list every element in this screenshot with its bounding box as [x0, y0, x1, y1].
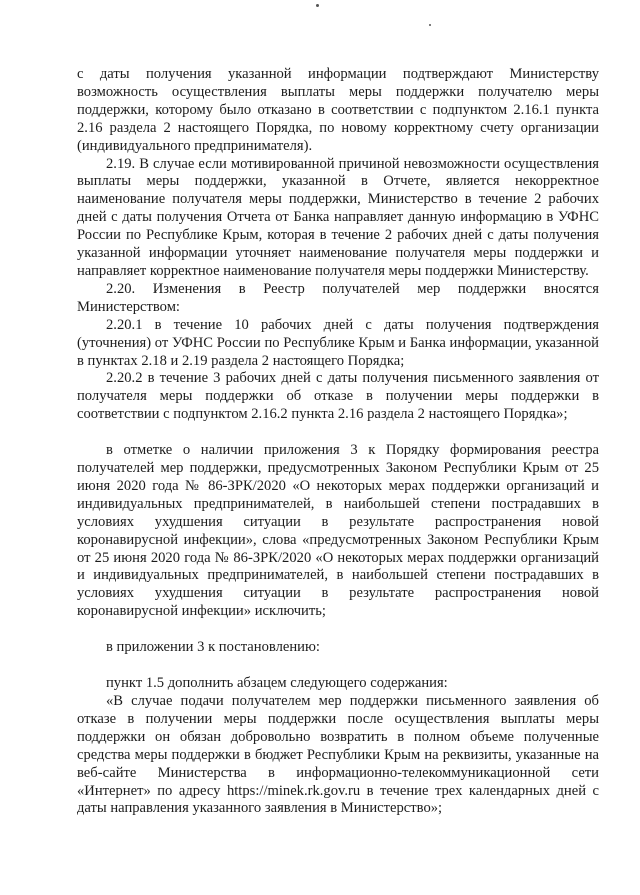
spacer	[77, 424, 599, 442]
paragraph-annex-note: в отметке о наличии приложения 3 к Порядку формирования реестра получателей мер поддержки, предусмотренных Законом Республики Крым от 25 июня 2020 года № 86-ЗРК/2020 «О некоторых мерах поддержки организаций и индивидуальных предпринимателей, в наибольшей степени пострадавших в условиях ухудшения ситуации в результате распространения новой коронавирусной инфекции», слова «предусмотренных Законом Республики Крым от 25 июня 2020 года № 86-ЗРК/2020 «О некоторых мерах поддержки организаций и индивидуальных предпринимателей, в наибольшей степени пострадавших в условиях ухудшения ситуации в результате распространения новой коронавирусной инфекции» исключить;	[77, 442, 599, 620]
paragraph-2-20-2: 2.20.2 в течение 3 рабочих дней с даты получения письменного заявления от получателя меры поддержки об отказе в получении меры поддержки в соответствии с подпунктом 2.16.2 пункта 2.16 раздела 2 настоящего Порядка»;	[77, 370, 599, 423]
paragraph-annex-3: в приложении 3 к постановлению:	[106, 639, 320, 656]
paragraph-2-19: 2.19. В случае если мотивированной причиной невозможности осуществления выплаты меры поддержки, указанной в Отчете, является некорректное наименование получателя меры поддержки, Министерство в течение 2 рабочих дней с даты получения Отчета от Банка направляет данную информацию в УФНС России по Республике Крым, которая в течение 2 рабочих дней с даты получения указанной информации уточняет наименование получателя меры поддержки и направляет корректное наименование получателя меры поддержки Министерству.	[77, 155, 599, 279]
scan-speck	[316, 4, 319, 7]
paragraph-point-1-5: пункт 1.5 дополнить абзацем следующего содержания:	[106, 675, 448, 692]
scan-speck	[429, 24, 431, 26]
spacer	[77, 621, 599, 639]
paragraph-continuation: с даты получения указанной информации подтверждают Министерству возможность осуществления выплаты меры поддержки получателю меры поддержки, которому было отказано в соответствии с подпунктом 2.16.1 пункта 2.16 раздела 2 настоящего Порядка, по новому корректному счету организации (индивидуального предпринимателя).	[77, 66, 599, 154]
paragraph-2-20: 2.20. Изменения в Реестр получателей мер поддержки вносятся Министерством:	[77, 280, 599, 315]
paragraph-2-20-1: 2.20.1 в течение 10 рабочих дней с даты получения подтверждения (уточнения) от УФНС России по Республике Крым и Банка информации, указанной в пунктах 2.18 и 2.19 раздела 2 настоящего Порядка;	[77, 316, 599, 369]
document-page	[77, 66, 599, 818]
paragraph-quote: «В случае подачи получателем мер поддержки письменного заявления об отказе в получении меры поддержки после осуществления выплаты меры поддержки он обязан добровольно возвратить в полном объеме полученные средства меры поддержки в бюджет Республики Крым на реквизиты, указанные на веб-сайте Министерства в информационно-телекоммуникационной сети «Интернет» по адресу https://minek.rk.gov.ru в течение трех календарных дней с даты направления указанного заявления в Министерство»;	[77, 693, 599, 817]
spacer	[77, 657, 599, 675]
